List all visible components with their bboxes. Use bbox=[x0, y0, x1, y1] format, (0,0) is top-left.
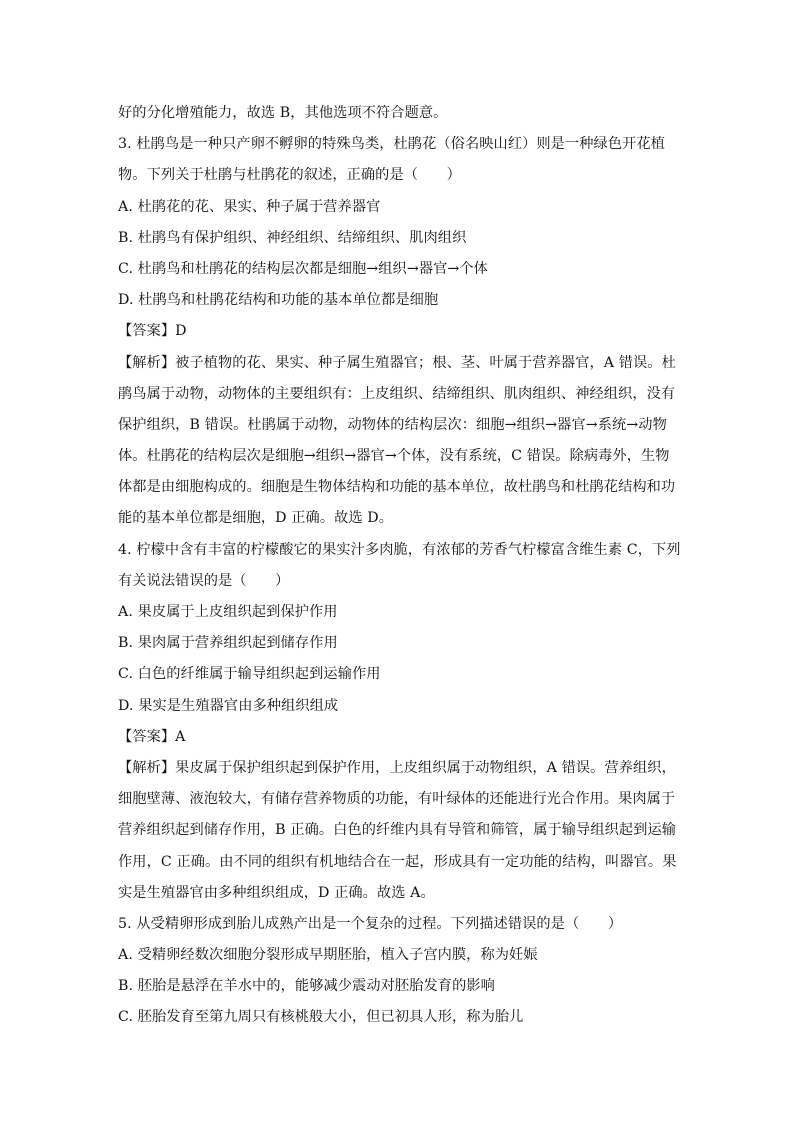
question-3-analysis: 体都是由细胞构成的。细胞是生物体结构和功能的基本单位，故杜鹃鸟和杜鹃花结构和功 bbox=[118, 479, 676, 496]
question-3-option-b: B. 杜鹃鸟有保护组织、神经组织、结缔组织、肌肉组织 bbox=[118, 229, 467, 246]
question-4-option-b: B. 果肉属于营养组织起到储存作用 bbox=[118, 635, 338, 652]
question-4-analysis: 营养组织起到储存作用，B 正确。白色的纤维内具有导管和筛管，属于输导组织起到运输 bbox=[118, 822, 677, 839]
question-4-analysis: 【解析】果皮属于保护组织起到保护作用，上皮组织属于动物组织，A 错误。营养组织， bbox=[118, 759, 676, 776]
question-3-analysis: 体。杜鹃花的结构层次是细胞→组织→器官→个体，没有系统，C 错误。除病毒外，生物 bbox=[118, 448, 670, 465]
question-4-analysis: 作用，C 正确。由不同的组织有机地结合在一起，形成具有一定功能的结构，叫器官。果 bbox=[118, 853, 677, 870]
question-3-option-c: C. 杜鹃鸟和杜鹃花的结构层次都是细胞→组织→器官→个体 bbox=[118, 260, 488, 277]
question-3-analysis: 鹃鸟属于动物，动物体的主要组织有：上皮组织、结缔组织、肌肉组织、神经组织，没有 bbox=[118, 385, 676, 402]
question-4-analysis: 细胞壁薄、液泡较大，有储存营养物质的功能，有叶绿体的还能进行光合作用。果肉属于 bbox=[118, 791, 676, 808]
question-5-option-c: C. 胚胎发育至第九周只有核桃般大小，但已初具人形，称为胎儿 bbox=[118, 1009, 524, 1026]
question-3-option-d: D. 杜鹃鸟和杜鹃花结构和功能的基本单位都是细胞 bbox=[118, 292, 439, 309]
question-3-analysis: 能的基本单位都是细胞，D 正确。故选 D。 bbox=[118, 510, 394, 527]
question-4-option-c: C. 白色的纤维属于输导组织起到运输作用 bbox=[118, 666, 381, 683]
question-4-analysis: 实是生殖器官由多种组织组成，D 正确。故选 A。 bbox=[118, 884, 435, 901]
question-3-stem: 3. 杜鹃鸟是一种只产卵不孵卵的特殊鸟类，杜鹃花（俗名映山红）则是一种绿色开花植 bbox=[118, 136, 665, 153]
question-4-answer: 【答案】A bbox=[118, 728, 186, 745]
question-4-option-a: A. 果皮属于上皮组织起到保护作用 bbox=[118, 604, 338, 620]
question-3-answer: 【答案】D bbox=[118, 323, 187, 340]
question-5-option-a: A. 受精卵经数次细胞分裂形成早期胚胎，植入子宫内膜，称为妊娠 bbox=[118, 947, 538, 964]
question-3-stem-cont: 物。下列关于杜鹃与杜鹃花的叙述，正确的是（ ） bbox=[118, 167, 461, 184]
question-3-analysis: 保护组织，B 错误。杜鹃属于动物，动物体的结构层次：细胞→组织→器官→系统→动物 bbox=[118, 416, 667, 433]
question-4-option-d: D. 果实是生殖器官由多种组织组成 bbox=[118, 697, 339, 714]
question-4-stem-cont: 有关说法错误的是（ ） bbox=[118, 572, 290, 589]
page-content bbox=[118, 98, 681, 1034]
question-5-stem: 5. 从受精卵形成到胎儿成熟产出是一个复杂的过程。下列描述错误的是（ ） bbox=[118, 915, 623, 932]
question-3-analysis: 【解析】被子植物的花、果实、种子属生殖器官；根、茎、叶属于营养器官，A 错误。杜 bbox=[118, 354, 676, 371]
question-5-option-b: B. 胚胎是悬浮在羊水中的，能够减少震动对胚胎发育的影响 bbox=[118, 978, 495, 995]
question-4-stem: 4. 柠檬中含有丰富的柠檬酸它的果实汁多肉脆，有浓郁的芳香气柠檬富含维生素 C，下列 bbox=[118, 541, 681, 558]
text-line: 好的分化增殖能力，故选 B，其他选项不符合题意。 bbox=[118, 105, 448, 121]
question-3-option-a: A. 杜鹃花的花、果实、种子属于营养器官 bbox=[118, 198, 381, 215]
